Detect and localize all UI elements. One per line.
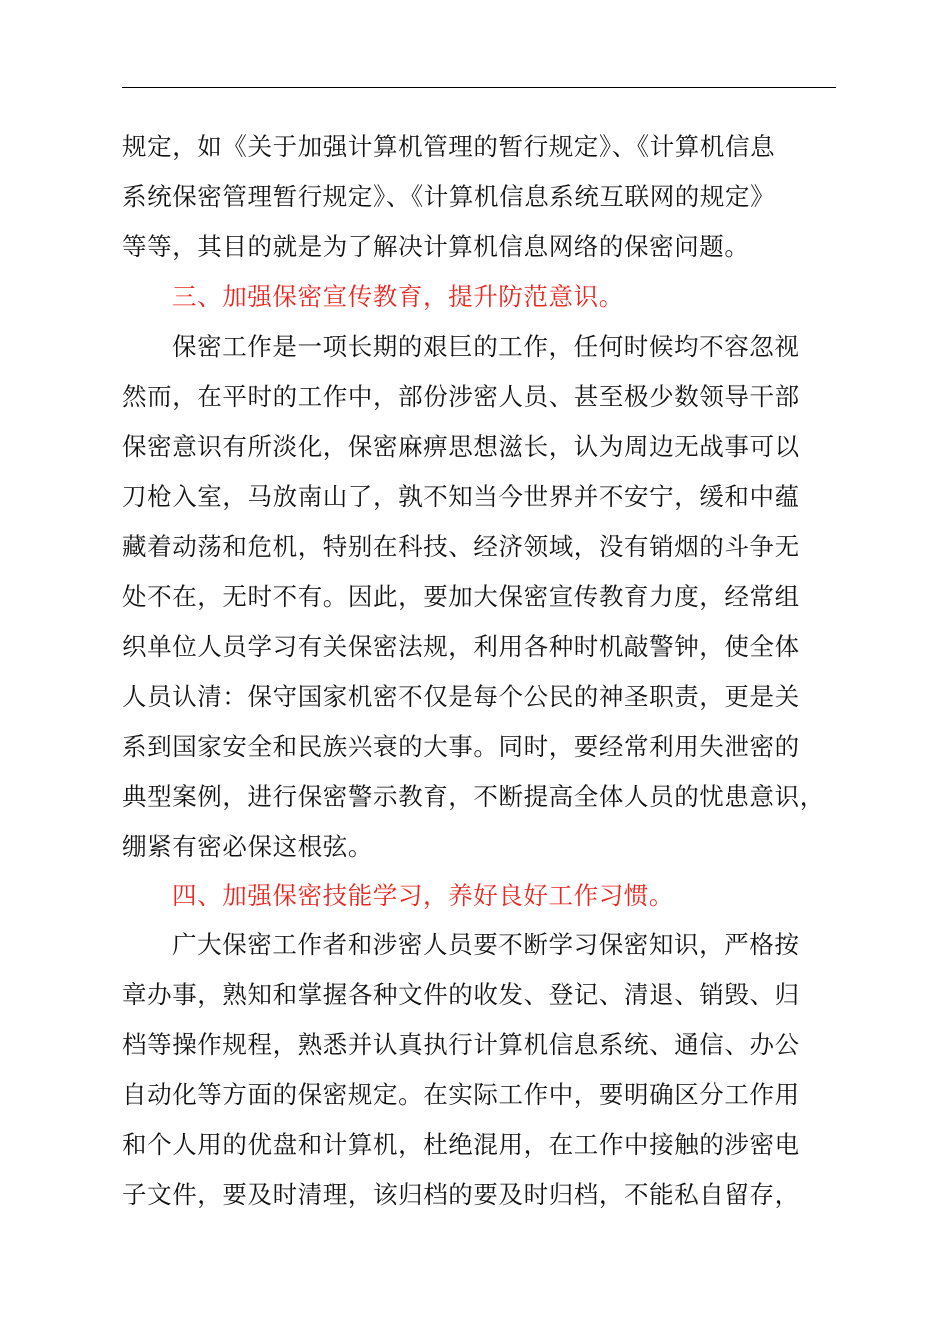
text-line: 处不在，无时不有。因此，要加大保密宣传教育力度，经常组 — [122, 582, 800, 611]
text-line: 刀枪入室，马放南山了，孰不知当今世界并不安宁，缓和中蕴 — [122, 482, 800, 511]
text-line: 子文件，要及时清理，该归档的要及时归档，不能私自留存， — [122, 1180, 800, 1209]
text-line: 系到国家安全和民族兴衰的大事。同时，要经常利用失泄密的 — [122, 732, 800, 761]
text-line: 保密工作是一项长期的艰巨的工作，任何时候均不容忽视 — [172, 332, 800, 361]
section-heading-4: 四、加强保密技能学习，养好良好工作习惯。 — [172, 881, 674, 910]
section-heading-3: 三、加强保密宣传教育，提升防范意识。 — [172, 282, 624, 311]
header-rule — [122, 87, 836, 88]
text-line: 典型案例，进行保密警示教育，不断提高全体人员的忧患意识， — [122, 782, 825, 811]
text-line: 等等，其目的就是为了解决计算机信息网络的保密问题。 — [122, 232, 750, 261]
text-line: 织单位人员学习有关保密法规，利用各种时机敲警钟，使全体 — [122, 632, 800, 661]
text-line: 人员认清：保守国家机密不仅是每个公民的神圣职责，更是关 — [122, 682, 800, 711]
text-line: 档等操作规程，熟悉并认真执行计算机信息系统、通信、办公 — [122, 1030, 800, 1059]
text-line: 藏着动荡和危机，特别在科技、经济领域，没有销烟的斗争无 — [122, 532, 800, 561]
text-line: 规定，如《关于加强计算机管理的暂行规定》、《计算机信息 — [122, 132, 776, 161]
text-line: 然而，在平时的工作中，部份涉密人员、甚至极少数领导干部 — [122, 382, 800, 411]
text-line: 绷紧有密必保这根弦。 — [122, 832, 373, 861]
text-line: 和个人用的优盘和计算机，杜绝混用，在工作中接触的涉密电 — [122, 1130, 800, 1159]
text-line: 保密意识有所淡化，保密麻痹思想滋长，认为周边无战事可以 — [122, 432, 800, 461]
text-line: 章办事，熟知和掌握各种文件的收发、登记、清退、销毁、归 — [122, 980, 800, 1009]
text-line: 自动化等方面的保密规定。在实际工作中，要明确区分工作用 — [122, 1080, 800, 1109]
text-line: 系统保密管理暂行规定》、《计算机信息系统互联网的规定》 — [122, 182, 776, 211]
text-line: 广大保密工作者和涉密人员要不断学习保密知识，严格按 — [172, 930, 800, 959]
